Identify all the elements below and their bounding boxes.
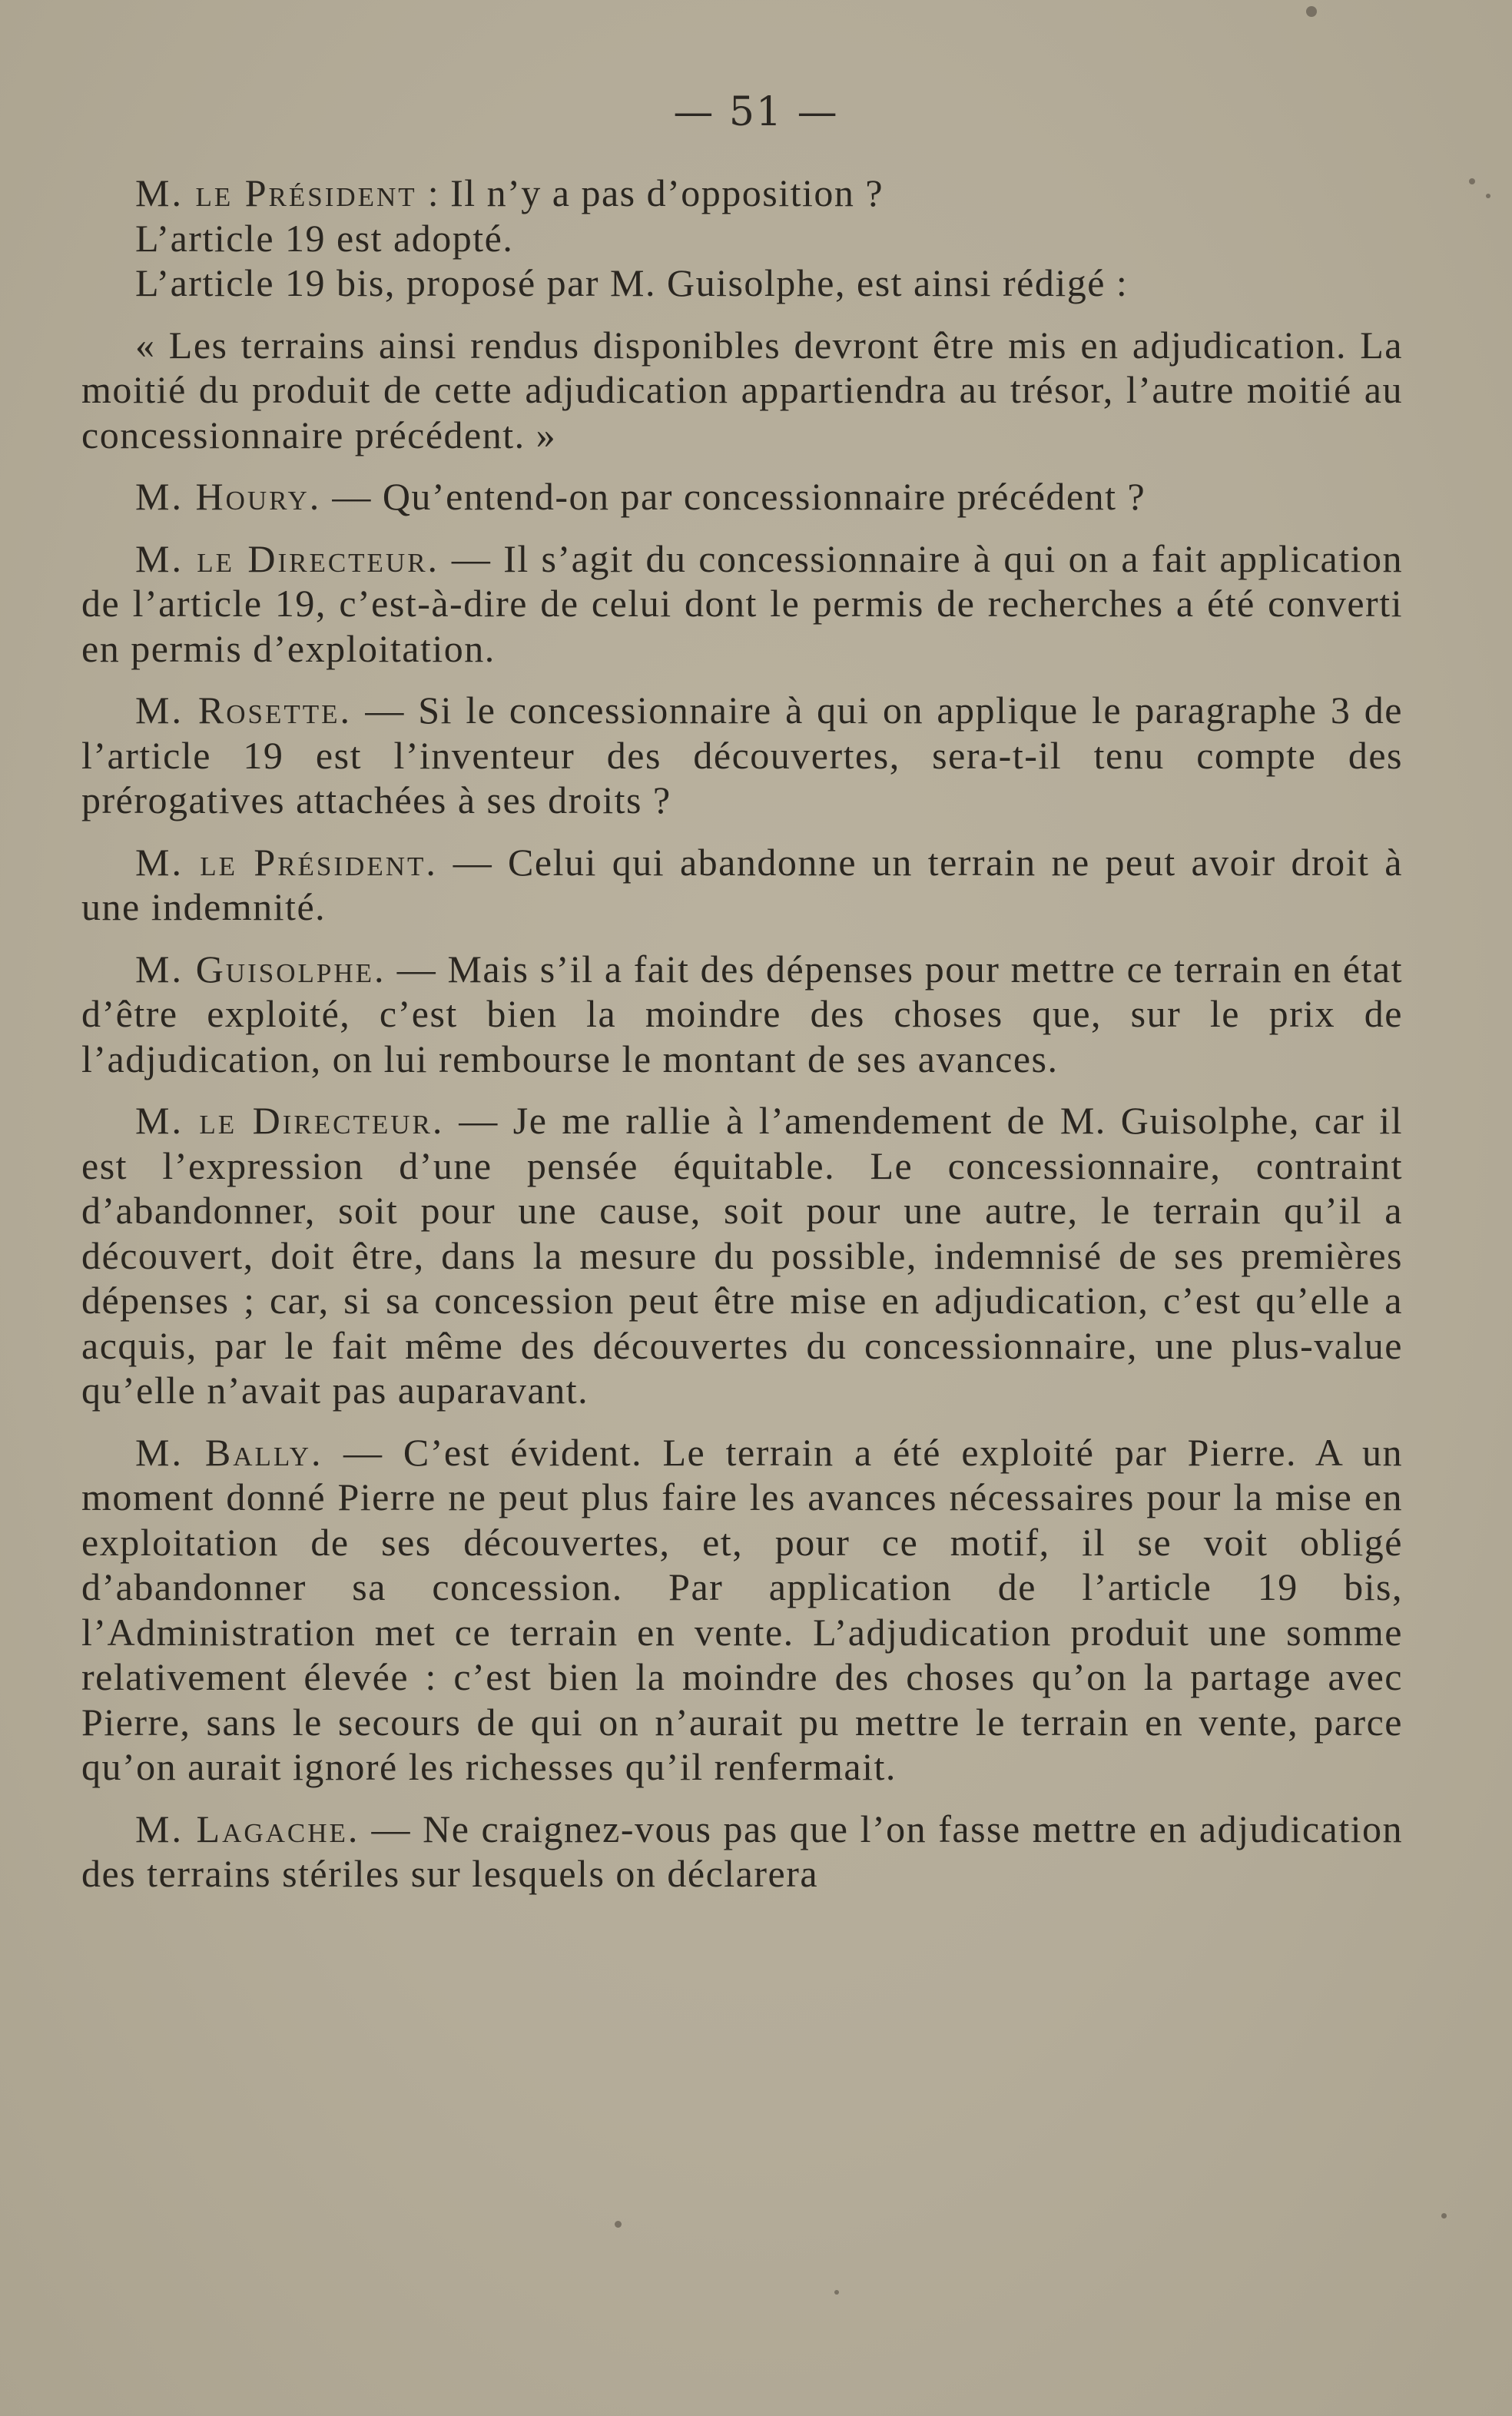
speaker: M. le Directeur.	[135, 1099, 445, 1142]
body-text	[81, 171, 1403, 1897]
paper-speck	[615, 2221, 622, 2228]
paper-speck	[1441, 2213, 1447, 2219]
paragraph: M. Bally. — C’est évident. Le terrain a été exploité par Pierre. A un moment donné Pierre ne peut plus faire les avances nécessaires pour la mise en exploitation de ses découvertes, et, pour ce motif, il se voit obligé d’abandonner sa concession. Par application de l’article 19 bis, l’Administration met ce terrain en vente. L’adjudication produit une somme relativement élevée : c’est bien la moindre des choses qu’on la partage avec Pierre, sans le secours de qui on n’aurait pu mettre le terrain en vente, parce qu’on aurait ignoré les richesses qu’il renfermait.	[81, 1430, 1403, 1788]
paragraph: M. le Directeur. — Je me rallie à l’amendement de M. Guisolphe, car il est l’expression d’une pensée équitable. Le concessionnaire, contraint d’abandonner, soit pour une cause, soit pour une autre, le terrain qu’il a découvert, doit être, dans la mesure du possible, indemnisé de ses premières dépenses ; car, si sa concession peut être mise en adjudication, c’est qu’elle a acquis, par le fait même des découvertes du concessionnaire, une plus-value qu’elle n’avait pas auparavant.	[81, 1099, 1403, 1412]
paper-speck	[1306, 6, 1317, 17]
paragraph: M. Lagache. — Ne craignez-vous pas que l’on fasse mettre en adjudication des terrains stériles sur lesquels on déclarera	[81, 1807, 1404, 1895]
paragraph: L’article 19 bis, proposé par M. Guisolphe, est ainsi rédigé :	[135, 261, 1129, 304]
paragraph: M. le Président. — Celui qui abandonne un terrain ne peut avoir droit à une indemnité.	[81, 840, 1403, 928]
page-number: — 51 —	[673, 89, 839, 135]
speaker: M. Guisolphe.	[135, 947, 386, 991]
paragraph: M. Rosette. — Si le concessionnaire à qui on applique le paragraphe 3 de l’article 19 est l’inventeur des découvertes, sera-t-il tenu compte des prérogatives attachées à ses droits ?	[81, 689, 1403, 821]
paragraph: M. le Président : Il n’y a pas d’opposition ?	[135, 171, 884, 214]
paragraph: M. le Directeur. — Il s’agit du concessionnaire à qui on a fait application de l’article 19, c’est-à-dire de celui dont le permis de recherches a été converti en permis d’exploitation.	[81, 536, 1404, 670]
paper-speck	[1486, 194, 1490, 198]
speaker: M. Bally.	[135, 1430, 323, 1474]
paper-speck	[834, 2290, 839, 2295]
speaker: M. le Directeur.	[135, 536, 440, 580]
paragraph: M. Guisolphe. — Mais s’il a fait des dépenses pour mettre ce terrain en état d’être exploité, c’est bien la moindre des choses que, sur le prix de l’adjudication, on lui rembourse le montant de ses avances.	[81, 947, 1403, 1080]
speaker: M. Lagache.	[135, 1807, 360, 1850]
speaker: M. Rosette.	[135, 689, 352, 732]
speaker: M. Houry.	[135, 475, 322, 518]
paragraph: « Les terrains ainsi rendus disponibles devront être mis en adjudication. La moitié du produit de cette adjudication appartiendra au trésor, l’autre moitié au concessionnaire précédent. »	[81, 323, 1403, 456]
paragraph: L’article 19 est adopté.	[135, 216, 514, 260]
paper-speck	[1469, 178, 1475, 184]
speaker: M. le Président.	[135, 840, 438, 884]
speaker: M. le Président	[135, 171, 417, 214]
paragraph: M. Houry. — Qu’entend-on par concessionnaire précédent ?	[135, 475, 1146, 518]
